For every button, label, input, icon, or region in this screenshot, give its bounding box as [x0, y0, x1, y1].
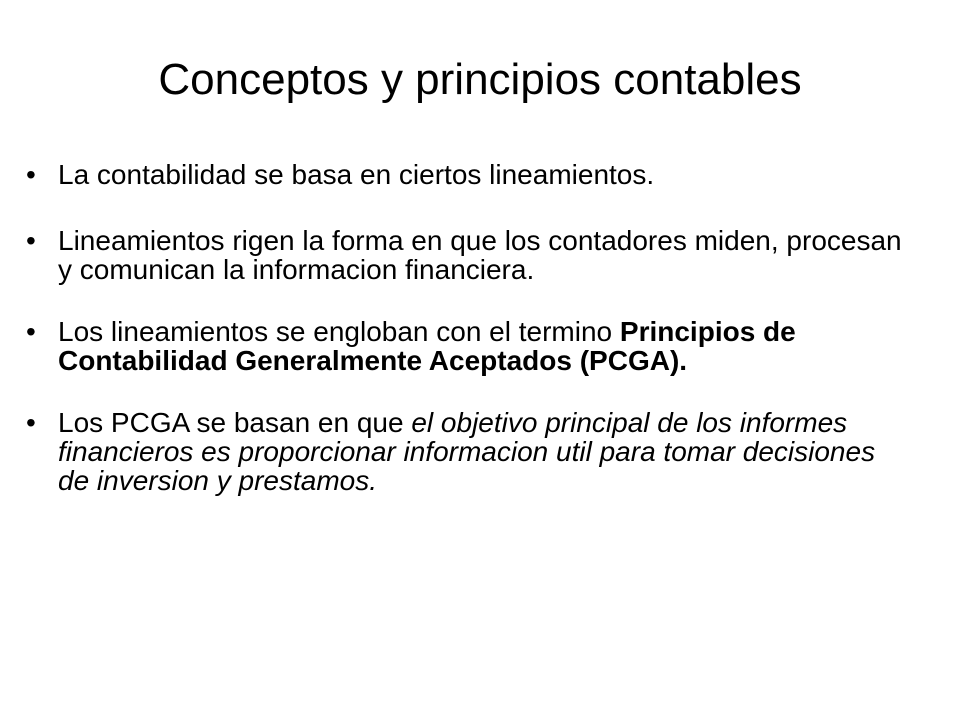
bullet-list: [26, 160, 906, 528]
bullet-item-lineamientos: [26, 226, 906, 284]
bullet-item-pcga-objetivo: [26, 408, 906, 495]
bullet-item-pcga-definition: [26, 317, 906, 375]
bullet-dot-icon: •: [26, 316, 36, 347]
bullet-text: Los lineamientos se engloban con el termino: [58, 316, 620, 347]
bullet-bold-term: Principios de Contabilidad Generalmente Aceptados (PCGA).: [58, 316, 796, 376]
bullet-dot-icon: •: [26, 407, 36, 438]
bullet-item-contabilidad: [26, 160, 906, 189]
bullet-dot-icon: •: [26, 225, 36, 256]
slide-title: Conceptos y principios contables: [158, 55, 802, 104]
bullet-dot-icon: •: [26, 159, 36, 190]
bullet-italic-objective: el objetivo principal de los informes financieros es proporcionar informacion util para tomar decisiones de inversion y prestamos.: [58, 407, 876, 496]
bullet-text: Lineamientos rigen la forma en que los contadores miden, procesan y comunican la informacion financiera.: [58, 225, 902, 285]
bullet-text: La contabilidad se basa en ciertos lineamientos.: [58, 159, 655, 190]
bullet-text: Los PCGA se basan en que: [58, 407, 412, 438]
